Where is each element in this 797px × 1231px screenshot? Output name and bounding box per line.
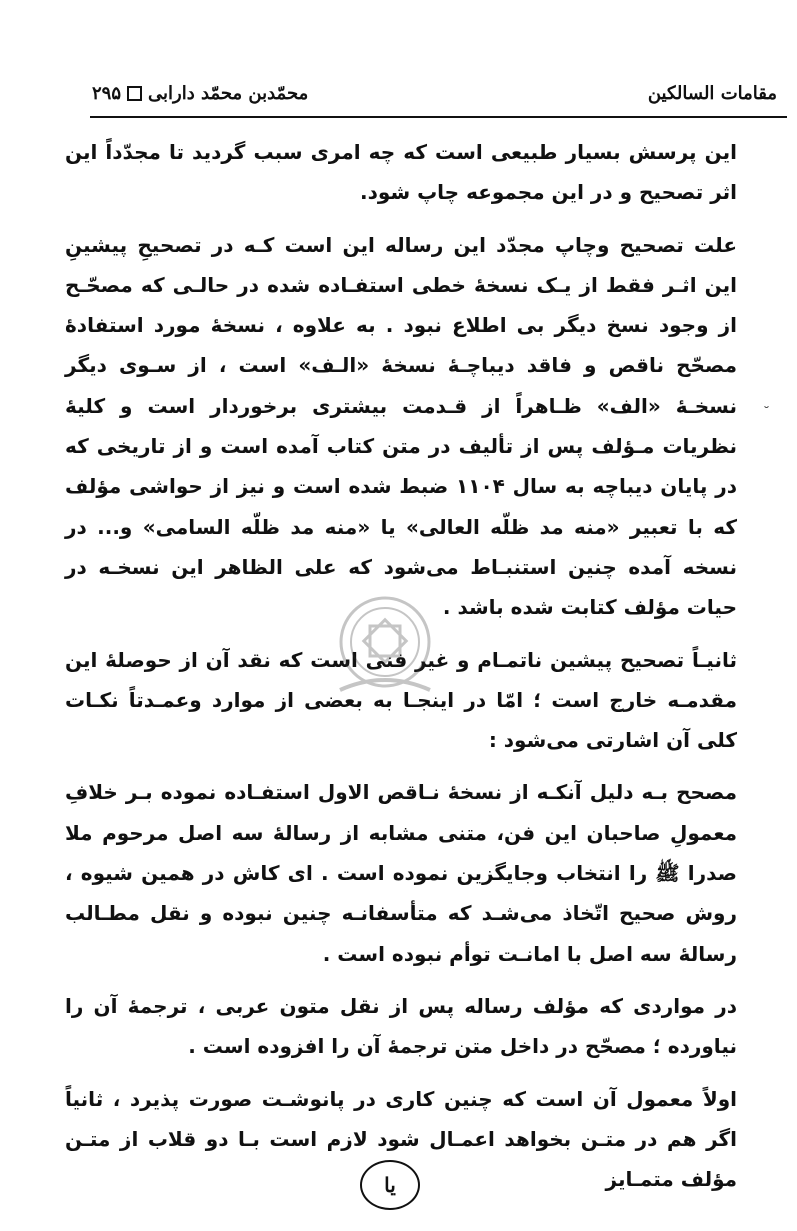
margin-mark: ˘ <box>763 405 770 421</box>
square-ornament-icon <box>127 86 142 101</box>
running-header <box>92 78 777 108</box>
paragraph: این پرسش بسیار طبیعی است که چه امری سبب گردید تا مجدّداً این اثر تصحیح و در این مجموعه چاپ شود. <box>65 140 737 205</box>
author-and-page <box>92 83 308 104</box>
paragraph: مصحح بـه دلیل آنکـه از نسخهٔ نـاقص الاول استفـاده نموده بـر خلافِ معمولِ صاحبان این فن، متنی مشابه از رسالهٔ سه اصل مرحوم ملا صدرا ﷺ را انتخاب وجایگزین نموده است . ای کاش در همین شیوه ، روش صحیح اتّخاذ می‌شـد که متأسفانـه چنین نبوده و نقل مطـالب رسالهٔ سه اصل با امانـت توأم نبوده است . <box>65 780 737 966</box>
library-watermark-icon <box>320 590 450 710</box>
paragraph: ثانیـاً تصحیح پیشین ناتمـام و غیر فنی است که نقد آن از حوصلهٔ این مقدمـه خارج است ؛ امّا در اینجـا به بعضی از موارد وعمـدتاً نکـات کلی آن اشارتی می‌شود : <box>65 647 737 753</box>
header-rule <box>90 116 787 118</box>
paragraph: علت تصحیح وچاپ مجدّد این رساله این است کـه در تصحیحِ پیشینِ این اثـر فقط از یـک نسخهٔ خطی استفـاده شده در حالـی که مصحّـح از وجود نسخ دیگر بی اطلاع نبود . به علاوه ، نسخهٔ مورد استفادهٔ مصحّح ناقص و فاقد دیباچـهٔ نسخهٔ «الـف» است ، از سـوی دیگر نسخـهٔ «الف» ظـاهراً از قـدمت بیشتری برخوردار است و کلیهٔ نظریات مـؤلف پس از تألیف در متن کتاب آمده است و از تاریخی که در پایان دیباچه به سال ۱۱۰۴ ضبط شده است و نیز از حواشی مؤلف که با تعبیر «منه مد ظلّه العالی» یا «منه مد ظلّه السامی» و... در نسخه آمده چنین استنبـاط می‌شود که علی الظاهر این نسخـه در حیات مؤلف کتابت شده باشد . <box>65 232 737 620</box>
book-title: مقامات السالکین <box>647 82 777 104</box>
paragraph: اولاً معمول آن است که چنین کاری در پانوشـت صورت پذیرد ، ثانیاً اگر هم در متـن بخواهد اعمـال شود لازم است بـا دو قلاب از متـن مؤلف متمـایز <box>65 1086 737 1192</box>
paragraph: در مواردی که مؤلف رساله پس از نقل متون عربی ، ترجمهٔ آن را نیاورده ؛ مصحّح در داخل متن ترجمهٔ آن را افزوده است . <box>65 993 737 1059</box>
page-number: ۲۹۵ <box>92 82 122 104</box>
folio-number: یا <box>360 1160 420 1210</box>
author-name: محمّدبن محمّد دارابی <box>148 82 309 104</box>
